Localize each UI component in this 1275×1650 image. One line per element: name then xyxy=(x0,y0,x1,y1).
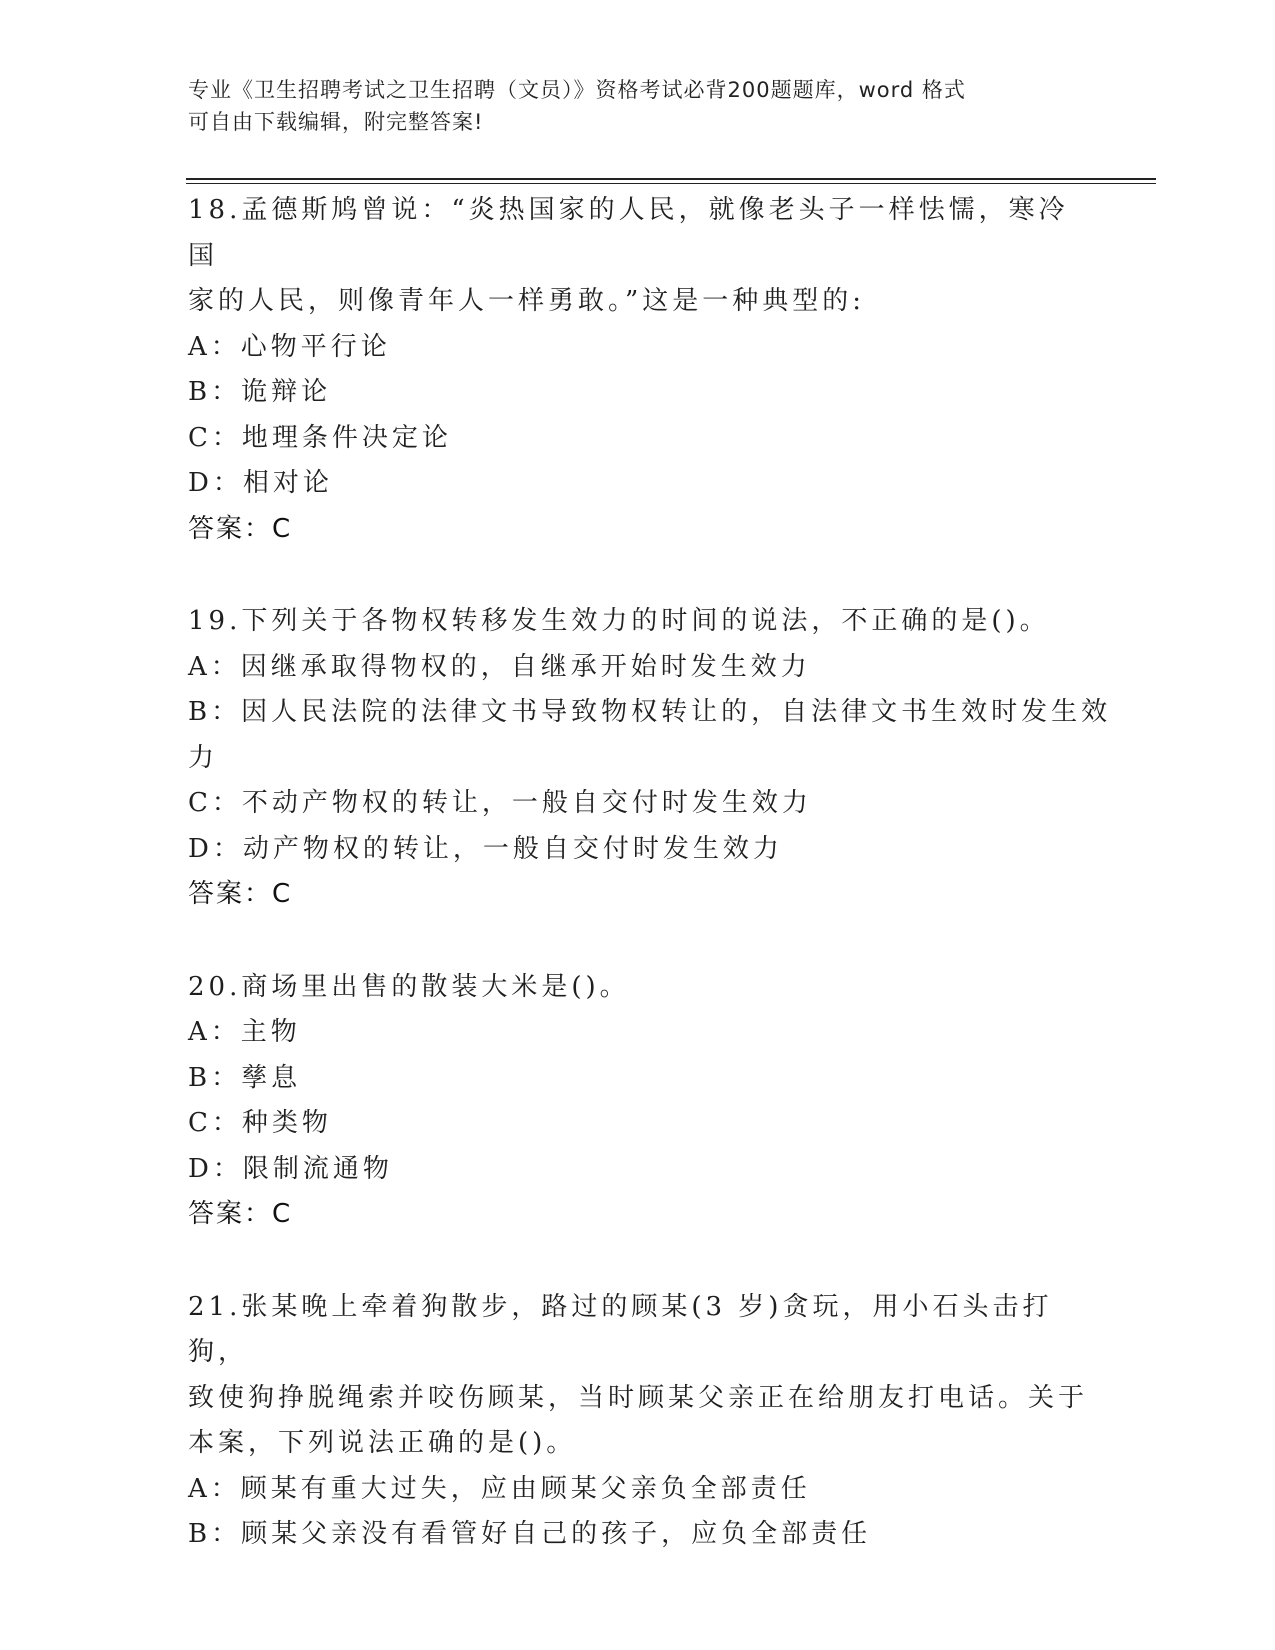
answer-key: 答案：C xyxy=(188,879,293,909)
header-line-2: 可自由下载编辑，附完整答案! xyxy=(188,110,484,134)
answer-key: 答案：C xyxy=(188,513,293,544)
question-list xyxy=(188,188,1112,1605)
answer-option: B：诡辩论 xyxy=(188,377,332,407)
question-stem-line: 致使狗挣脱绳索并咬伤顾某，当时顾某父亲正在给朋友打电话。关于 xyxy=(188,1382,1089,1413)
answer-key: 答案：C xyxy=(188,1199,293,1229)
answer-option: C：地理条件决定论 xyxy=(188,422,452,453)
question-stem-line: 本案，下列说法正确的是()。 xyxy=(188,1428,577,1458)
answer-option: A：心物平行论 xyxy=(188,331,391,362)
answer-option: 力 xyxy=(188,742,219,773)
question-stem-line: 家的人民，则像青年人一样勇敢。”这是一种典型的: xyxy=(188,286,866,316)
document-header xyxy=(188,74,1068,138)
question-stem-line: 18.孟德斯鸠曾说：“炎热国家的人民，就像老头子一样怯懦，寒冷国 xyxy=(188,195,1069,271)
answer-option: C：种类物 xyxy=(188,1108,332,1138)
question-stem-line: 21.张某晚上牵着狗散步，路过的顾某(3 岁)贪玩，用小石头击打狗， xyxy=(188,1291,1053,1367)
answer-option: C：不动产物权的转让，一般自交付时发生效力 xyxy=(188,788,812,818)
question-stem-line: 19.下列关于各物权转移发生效力的时间的说法，不正确的是()。 xyxy=(188,606,1050,636)
answer-option: A：因继承取得物权的，自继承开始时发生效力 xyxy=(188,651,811,682)
question-block xyxy=(188,1285,1088,1558)
answer-option: A：顾某有重大过失，应由顾某父亲负全部责任 xyxy=(188,1473,811,1504)
question-block xyxy=(188,188,1088,552)
header-divider-thick xyxy=(186,178,1156,180)
header-divider-thin xyxy=(186,183,1156,184)
answer-option: B：顾某父亲没有看管好自己的孩子，应负全部责任 xyxy=(188,1519,872,1549)
question-stem-line: 20.商场里出售的散装大米是()。 xyxy=(188,971,630,1002)
answer-option: D：相对论 xyxy=(188,468,333,498)
answer-option: B：孳息 xyxy=(188,1062,302,1093)
question-block xyxy=(188,965,1088,1238)
answer-option: A：主物 xyxy=(188,1017,301,1047)
answer-option: D：动产物权的转让，一般自交付时发生效力 xyxy=(188,833,783,864)
answer-option: D：限制流通物 xyxy=(188,1153,393,1184)
question-block xyxy=(188,599,1112,918)
answer-option: B：因人民法院的法律文书导致物权转让的，自法律文书生效时发生效 xyxy=(188,697,1112,727)
header-line-1: 专业《卫生招聘考试之卫生招聘（文员）》资格考试必背200题题库，word 格式 xyxy=(188,78,966,102)
